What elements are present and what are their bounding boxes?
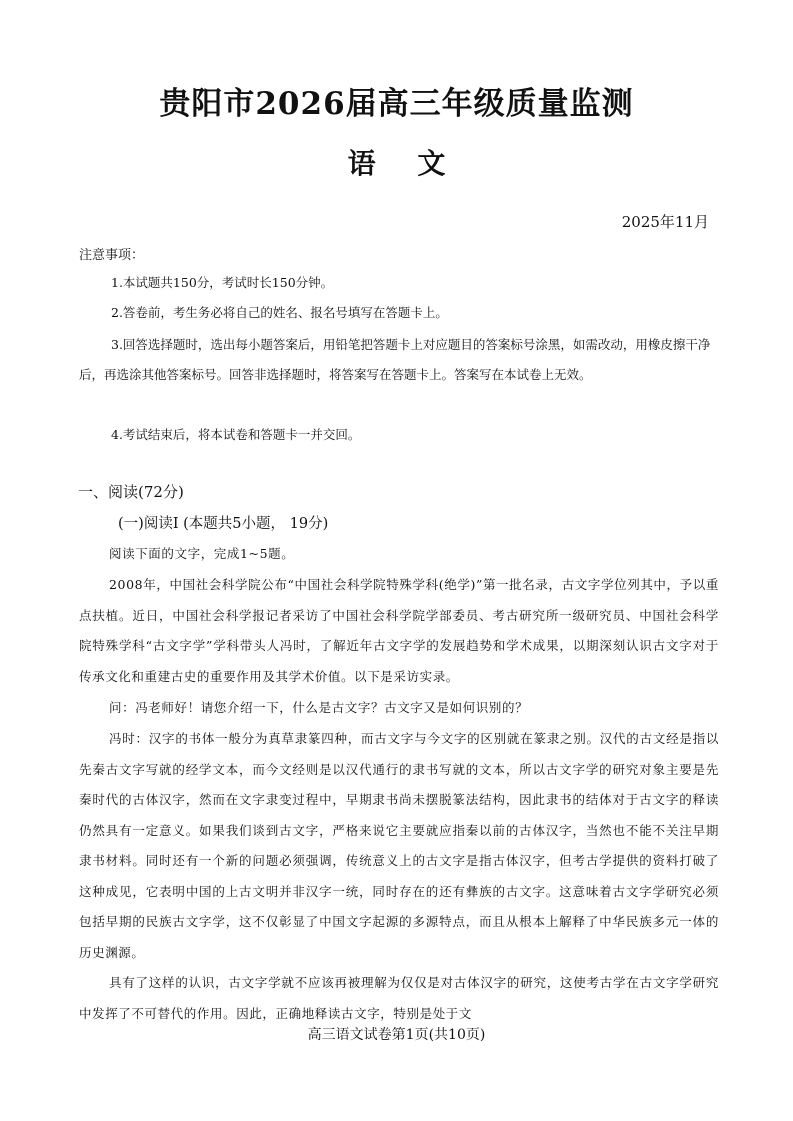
notice-item: 1.本试题共150分，考试时长150分钟。 [111,275,334,290]
notice-item: 3.回答选择题时，选出每小题答案后，用铅笔把答题卡上对应题目的答案标号涂黑，如需改动，用橡皮擦干净后，再选涂其他答案标号。回答非选择题时，将答案写在答题卡上。答案写在本试卷上无效。 [79,337,711,382]
notice-item: 4.考试结束后，将本试卷和答题卡一并交回。 [111,427,361,442]
page-footer: 高三语文试卷第1页(共10页) [307,1027,486,1043]
reading-paragraph: 2008年，中国社会科学院公布“中国社会科学院特殊学科(绝学)”第一批名录，古文字学位列其中，予以重点扶植。近日，中国社会科学报记者采访了中国社会科学院学部委员、考古研究所一级研究员、中国社会科学院特殊学科“古文字学”学科带头人冯时，了解近年古文字学的发展趋势和学术成果，以期深刻认识古文字对于传承文化和重建古史的重要作用及其学术价值。以下是采访实录。 [79,577,719,684]
section-heading: 一、阅读(72分) [78,483,184,501]
subject-title: 语 文 [347,147,462,180]
exam-title: 贵阳市2026届高三年级质量监测 [159,86,634,122]
reading-paragraph: 冯时：汉字的书体一般分为真草隶篆四种，而古文字与今文字的区别就在篆隶之别。汉代的古文经是指以先秦古文字写就的经学文本，而今文经则是以汉代通行的隶书写就的文本，所以古文字学的研究对象主要是先秦时代的古体汉字，然而在文字隶变过程中，早期隶书尚未摆脱篆法结构，因此隶书的结体对于古文字的释读仍然具有一定意义。如果我们谈到古文字，严格来说它主要就应指秦以前的古体汉字，当然也不能不关注早期隶书材料。同时还有一个新的问题必须强调，传统意义上的古文字是指古体汉字，但考古学提供的资料打破了这种成见，它表明中国的上古文明并非汉字一统，同时存在的还有彝族的古文字。这意味着古文字学研究必须包括早期的民族古文字学，这不仅彰显了中国文字起源的多源特点，而且从根本上解释了中华民族多元一体的历史渊源。 [79,731,719,960]
reading-paragraph: 具有了这样的认识，古文字学就不应该再被理解为仅仅是对古体汉字的研究，这使考古学在古文字学研究中发挥了不可替代的作用。因此，正确地释读古文字，特别是处于文 [79,975,719,1021]
notice-item: 2.答卷前，考生务必将自己的姓名、报名号填写在答题卡上。 [111,305,448,320]
reading-instruction: 阅读下面的文字，完成1~5题。 [109,546,295,561]
notice-heading: 注意事项： [79,248,145,263]
reading-paragraph: 问：冯老师好！请您介绍一下，什么是古文字？古文字又是如何识别的？ [109,700,529,715]
subsection-heading: (一)阅读Ⅰ (本题共5小题， 19分) [118,516,329,532]
exam-date: 2025年11月 [621,213,709,231]
